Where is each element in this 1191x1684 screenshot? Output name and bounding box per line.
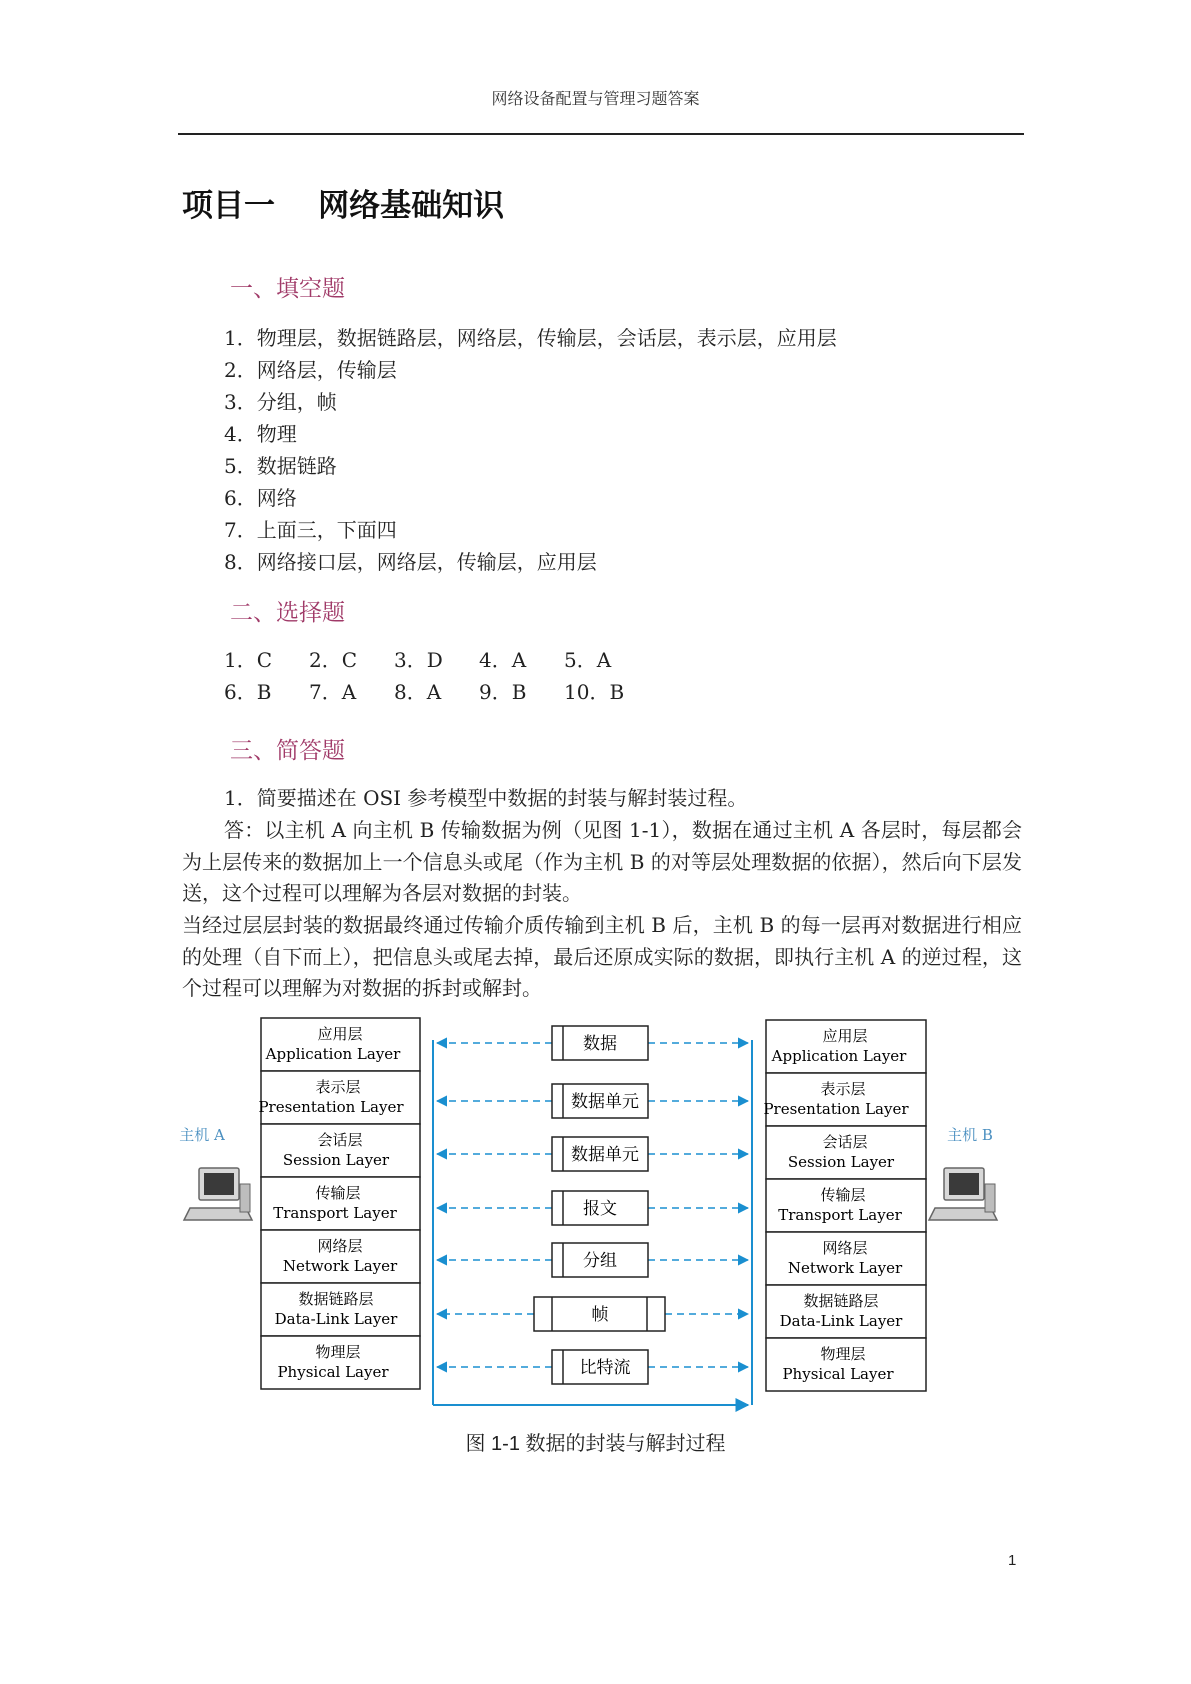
host-a-layer-en: Transport Layer — [273, 1204, 397, 1222]
fill-answer-list — [224, 322, 837, 578]
pdu-row-network — [437, 1243, 748, 1277]
host-b-layer-cn: 会话层 — [822, 1133, 868, 1151]
figure-caption: 图 1-1 数据的封装与解封过程 — [465, 1433, 726, 1455]
pdu-row-presentation — [437, 1084, 748, 1118]
list-item: 3．分组，帧 — [224, 390, 337, 414]
pdu-label: 数据单元 — [571, 1092, 639, 1112]
host-b-label: 主机 B — [947, 1126, 993, 1144]
choice-answer-grid — [224, 648, 644, 704]
chapter-title: 项目一 网络基础知识 — [182, 188, 505, 224]
choice-answer: 9．B — [479, 680, 527, 704]
computer-b-icon — [929, 1168, 997, 1220]
host-b-layer-en: Transport Layer — [778, 1206, 902, 1224]
pdu-label: 报文 — [583, 1199, 617, 1219]
host-a-layer-en: Network Layer — [282, 1257, 398, 1275]
pdu-row-data — [437, 1026, 748, 1060]
host-b-layer-en: Network Layer — [787, 1259, 903, 1277]
choice-answer: 3．D — [394, 648, 443, 672]
section-heading-short: 三、简答题 — [230, 738, 345, 764]
pdu-label: 比特流 — [579, 1358, 631, 1378]
pdu-label: 数据单元 — [571, 1145, 639, 1165]
host-a-layer-en: Presentation Layer — [258, 1098, 404, 1116]
choice-answer: 7．A — [309, 680, 357, 704]
host-a-layer-cn: 应用层 — [317, 1025, 363, 1043]
host-a-layer-cn: 传输层 — [315, 1184, 361, 1202]
list-item: 6．网络 — [224, 486, 297, 510]
list-item: 1．物理层，数据链路层，网络层，传输层，会话层，表示层，应用层 — [224, 326, 837, 350]
pdu-row-datalink — [437, 1297, 748, 1331]
host-b-layer-en: Presentation Layer — [763, 1100, 909, 1118]
host-b-layer-en: Physical Layer — [782, 1365, 894, 1383]
host-b-layer-cn: 传输层 — [820, 1186, 866, 1204]
host-a-layer-en: Physical Layer — [277, 1363, 389, 1381]
pdu-label: 帧 — [591, 1305, 609, 1325]
host-b-layer-en: Application Layer — [771, 1047, 907, 1065]
host-a-layer-cn: 会话层 — [317, 1131, 363, 1149]
host-b-layer-en: Session Layer — [787, 1153, 895, 1171]
host-a-layer-cn: 数据链路层 — [298, 1290, 374, 1308]
choice-answer: 2．C — [309, 648, 358, 672]
host-a-label: 主机 A — [179, 1126, 225, 1144]
section-heading-fill: 一、填空题 — [230, 276, 345, 302]
choice-answer: 5．A — [564, 648, 612, 672]
list-item: 7．上面三，下面四 — [224, 518, 397, 542]
host-a-layer-cn: 网络层 — [317, 1237, 363, 1255]
pdu-label: 数据 — [583, 1034, 617, 1054]
host-a-layer-stack — [258, 1018, 420, 1389]
short-answer-paragraph-2: 当经过层层封装的数据最终通过传输介质传输到主机 B 后，主机 B 的每一层再对数据进行相应的处理（自下而上），把信息头或尾去掉，最后还原成实际的数据，即执行主机 A 的逆过程，这个过程可以理解为对数据的拆封或解封。 — [182, 913, 1022, 1000]
list-item: 8．网络接口层，网络层，传输层，应用层 — [224, 550, 597, 574]
list-item: 5．数据链路 — [224, 454, 337, 478]
choice-answer: 8．A — [394, 680, 442, 704]
choice-answer: 1．C — [224, 648, 273, 672]
list-item: 2．网络层，传输层 — [224, 358, 397, 382]
choice-answer: 4．A — [479, 648, 527, 672]
header-rule — [178, 133, 1024, 135]
list-item: 4．物理 — [224, 422, 297, 446]
computer-a-icon — [184, 1168, 252, 1220]
host-a-layer-cn: 物理层 — [315, 1343, 361, 1361]
pdu-row-session — [437, 1137, 748, 1171]
section-heading-choice: 二、选择题 — [230, 600, 345, 626]
short-question: 1．简要描述在 OSI 参考模型中数据的封装与解封装过程。 — [224, 786, 748, 810]
host-b-layer-cn: 物理层 — [820, 1345, 866, 1363]
host-a-layer-en: Application Layer — [265, 1045, 401, 1063]
choice-answer: 6．B — [224, 680, 272, 704]
host-b-layer-cn: 表示层 — [820, 1080, 866, 1098]
host-a-layer-cn: 表示层 — [315, 1078, 361, 1096]
host-a-layer-en: Session Layer — [282, 1151, 390, 1169]
host-a-layer-en: Data-Link Layer — [274, 1310, 398, 1328]
pdu-row-physical — [437, 1350, 748, 1384]
short-answer-paragraph-1: 答：以主机 A 向主机 B 传输数据为例（见图 1-1），数据在通过主机 A 各层时，每层都会为上层传来的数据加上一个信息头或尾（作为主机 B 的对等层处理数据的依据），然后向下层发送，这个过程可以理解为各层对数据的封装。 — [182, 818, 1022, 905]
host-b-layer-cn: 数据链路层 — [803, 1292, 879, 1310]
pdu-label: 分组 — [583, 1251, 617, 1271]
page-number: 1 — [1008, 1552, 1017, 1569]
host-b-layer-cn: 网络层 — [822, 1239, 868, 1257]
pdu-row-transport — [437, 1191, 748, 1225]
choice-answer: 10．B — [564, 680, 625, 704]
host-b-layer-en: Data-Link Layer — [779, 1312, 903, 1330]
host-b-layer-cn: 应用层 — [822, 1027, 868, 1045]
host-b-layer-stack — [763, 1020, 926, 1391]
header-title: 网络设备配置与管理习题答案 — [491, 89, 700, 108]
